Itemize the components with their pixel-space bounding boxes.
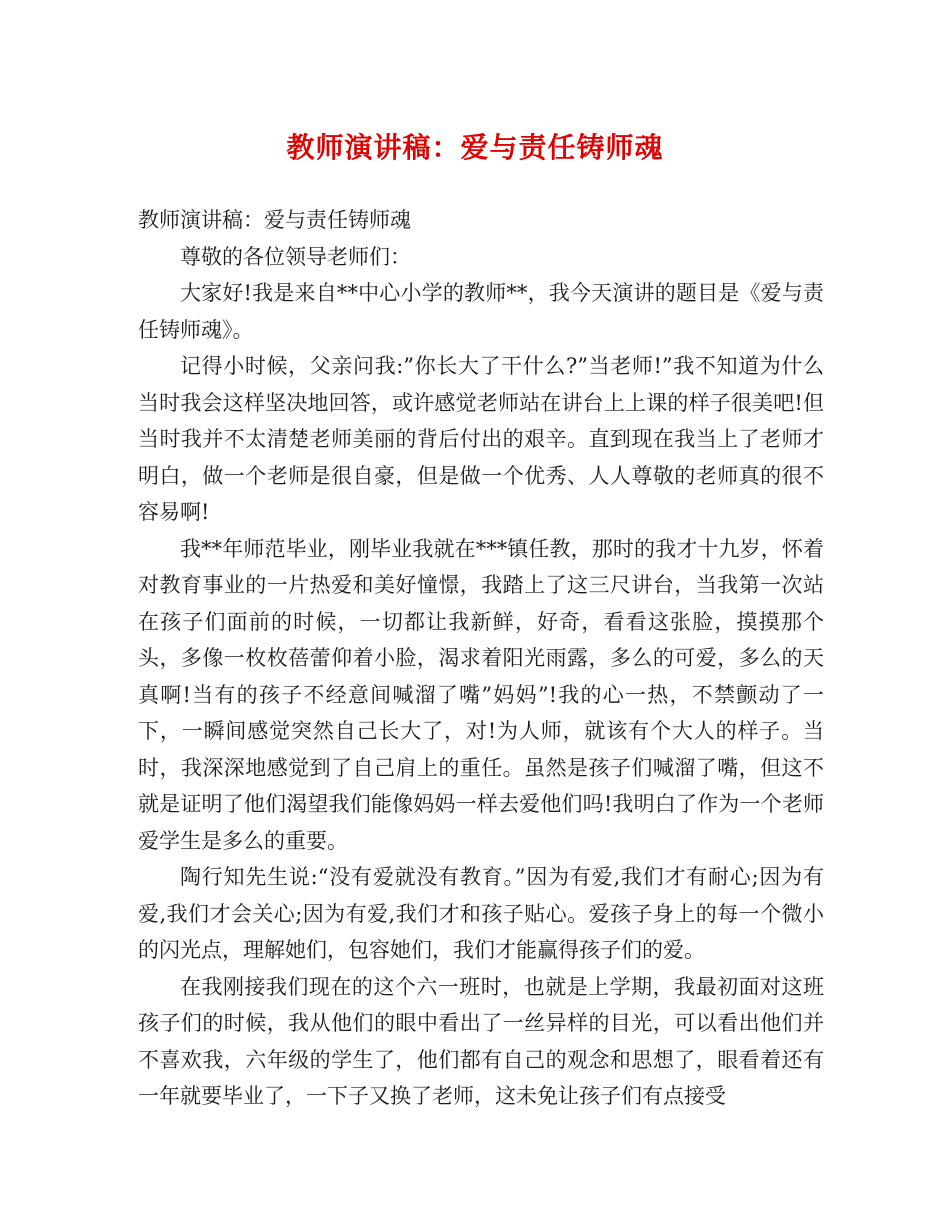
salutation-paragraph: 尊敬的各位领导老师们： [180,244,411,269]
body-paragraph: 记得小时候，父亲问我:”你长大了干什么?”当老师!”我不知道为什么当时我会这样坚决地回答，或许感觉老师站在讲台上上课的样子很美吧!但当时我并不太清楚老师美丽的背后付出的艰辛。直到现在我当上了老师才明白，做一个老师是很自豪，但是做一个优秀、人人尊敬的老师真的很不容易啊! [138,354,824,524]
body-paragraph: 大家好!我是来自**中心小学的教师**，我今天演讲的题目是《爱与责任铸师魂》。 [138,281,824,342]
body-paragraph: 我**年师范毕业，刚毕业我就在***镇任教，那时的我才十九岁，怀着对教育事业的一片热爱和美好憧憬，我踏上了这三尺讲台，当我第一次站在孩子们面前的时候，一切都让我新鲜，好奇，看看这张脸，摸摸那个头，多像一枚枚蓓蕾仰着小脸，渴求着阳光雨露，多么的可爱，多么的天真啊!当有的孩子不经意间喊溜了嘴”妈妈”!我的心一热，不禁颤动了一下，一瞬间感觉突然自己长大了，对!为人师，就该有个大人的样子。当时，我深深地感觉到了自己肩上的重任。虽然是孩子们喊溜了嘴，但这不就是证明了他们渴望我们能像妈妈一样去爱他们吗!我明白了作为一个老师爱学生是多么的重要。 [138,536,824,853]
subtitle-paragraph: 教师演讲稿：爱与责任铸师魂 [138,208,411,232]
document-body [138,202,824,1115]
document-title: 教师演讲稿：爱与责任铸师魂 [286,131,664,164]
body-paragraph: 在我刚接我们现在的这个六一班时，也就是上学期，我最初面对这班孩子们的时候，我从他们的眼中看出了一丝异样的目光，可以看出他们并不喜欢我，六年级的学生了，他们都有自己的观念和思想了，眼看着还有一年就要毕业了，一下子又换了老师，这未免让孩子们有点接受 [138,974,824,1108]
body-paragraph: 陶行知先生说:“没有爱就没有教育。”因为有爱,我们才有耐心;因为有爱,我们才会关心;因为有爱,我们才和孩子贴心。爱孩子身上的每一个微小的闪光点，理解她们，包容她们，我们才能赢得孩子们的爱。 [138,865,824,962]
